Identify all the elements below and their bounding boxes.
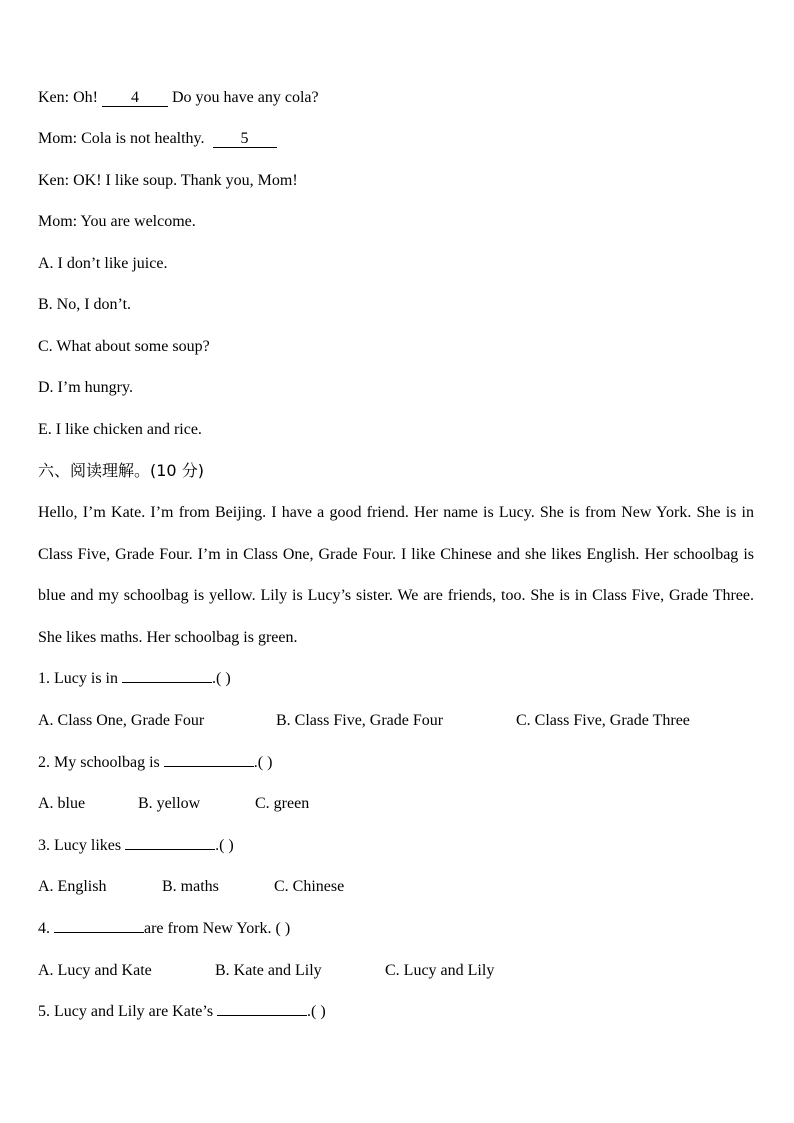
answer-blank-5[interactable]: 5	[213, 131, 277, 148]
q1-option-a: A. Class One, Grade Four	[38, 712, 205, 729]
q1-option-b: B. Class Five, Grade Four	[276, 712, 444, 729]
q2-option-b: B. yellow	[138, 795, 201, 812]
dialogue-text: OK! I like soup. Thank you, Mom!	[73, 172, 298, 189]
answer-blank-4[interactable]: 4	[102, 90, 168, 107]
section-title: 六、阅读理解。(10 分)	[38, 461, 204, 480]
question-text: 4.	[38, 920, 54, 937]
choice-a: A. I don’t like juice.	[38, 255, 168, 272]
q1-option-c: C. Class Five, Grade Three	[516, 712, 690, 729]
dialogue-line-4	[38, 212, 196, 232]
question-blank[interactable]	[125, 849, 215, 850]
question-text: 2. My schoolbag is	[38, 754, 164, 771]
answer-paren: .( )	[212, 670, 231, 687]
q4-option-c: C. Lucy and Lily	[385, 962, 495, 979]
question-4	[38, 919, 290, 939]
q4-option-a: A. Lucy and Kate	[38, 962, 152, 979]
q2-option-c: C. green	[255, 795, 310, 812]
speaker: Ken:	[38, 172, 70, 189]
answer-paren: .( )	[215, 837, 234, 854]
answer-paren: .( )	[307, 1003, 326, 1020]
question-2	[38, 753, 272, 773]
question-5	[38, 1002, 326, 1022]
question-3	[38, 836, 234, 856]
speaker: Ken:	[38, 89, 70, 106]
dialogue-text: Do you have any cola?	[172, 89, 319, 106]
dialogue-text: You are welcome.	[80, 213, 196, 230]
dialogue-text: Cola is not healthy.	[81, 130, 205, 147]
dialogue-text: Oh!	[73, 89, 98, 106]
question-1	[38, 669, 231, 689]
question-blank[interactable]	[122, 682, 212, 683]
q3-option-c: C. Chinese	[274, 878, 345, 895]
answer-paren: .( )	[253, 754, 273, 771]
question-blank[interactable]	[164, 766, 254, 767]
choice-d: D. I’m hungry.	[38, 379, 133, 396]
reading-passage: Hello, I’m Kate. I’m from Beijing. I have a good friend. Her name is Lucy. She is from New York. She is in Class Five, Grade Four. I’m in Class One, Grade Four. I like Chinese and she likes English. Her schoolbag is blue and my schoolbag is yellow. Lily is Lucy’s sister. We are friends, too. She is in Class Five, Grade Three. She likes maths. Her schoolbag is green.	[38, 504, 754, 646]
choice-e: E. I like chicken and rice.	[38, 421, 202, 438]
question-text: 3. Lucy likes	[38, 837, 126, 854]
question-blank[interactable]	[54, 932, 144, 933]
question-text: 1. Lucy is in	[38, 670, 122, 687]
choice-b: B. No, I don’t.	[38, 296, 132, 313]
question-text: 5. Lucy and Lily are Kate’s	[38, 1003, 218, 1020]
speaker: Mom:	[38, 213, 78, 230]
choice-c: C. What about some soup?	[38, 338, 210, 355]
dialogue-line-1	[38, 88, 319, 108]
dialogue-line-3	[38, 171, 298, 191]
q3-option-a: A. English	[38, 878, 107, 895]
q4-option-b: B. Kate and Lily	[215, 962, 322, 979]
speaker: Mom:	[38, 130, 78, 147]
q2-option-a: A. blue	[38, 795, 86, 812]
question-blank[interactable]	[217, 1015, 307, 1016]
dialogue-line-2	[38, 129, 277, 149]
answer-paren: are from New York. ( )	[144, 920, 291, 937]
q3-option-b: B. maths	[162, 878, 219, 895]
